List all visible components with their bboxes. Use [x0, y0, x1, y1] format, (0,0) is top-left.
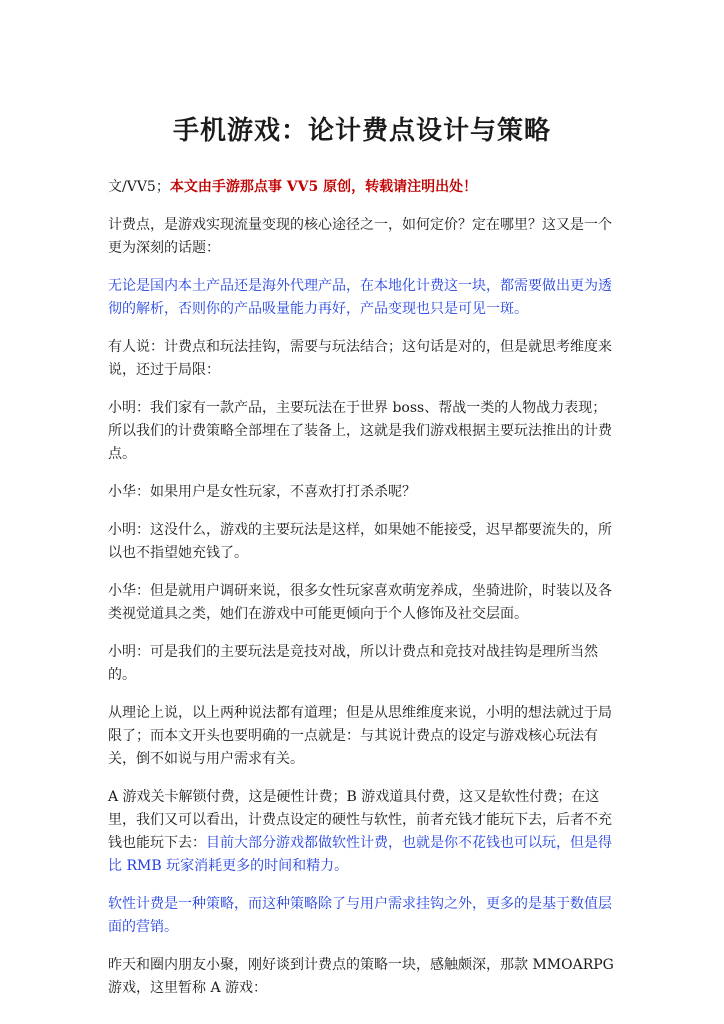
paragraph-9: 从理论上说，以上两种说法都有道理；但是从思维维度来说，小明的想法就过于局限了；而本文开头也要明确的一点就是：与其说计费点的设定与游戏核心玩法有关，倒不如说与用户需求有关。	[108, 705, 612, 767]
paragraph-2-highlight: 无论是国内本土产品还是海外代理产品，在本地化计费这一块，都需要做出更为透彻的解析，否则你的产品吸量能力再好，产品变现也只是可见一斑。	[108, 278, 612, 317]
paragraph-11-highlight: 软性计费是一种策略，而这种策略除了与用户需求挂钩之外，更多的是基于数值层面的营销。	[108, 896, 612, 935]
page-title: 手机游戏：论计费点设计与策略	[172, 116, 551, 146]
paragraph-5: 小华：如果用户是女性玩家，不喜欢打打杀杀呢？	[108, 484, 416, 500]
byline-author: 文/VV5；	[108, 179, 170, 195]
paragraph-10-highlight: 目前大部分游戏都做软性计费，也就是你不花钱也可以玩，但是得比 RMB 玩家消耗更多的时间和精力。	[108, 835, 612, 874]
paragraph-4: 小明：我们家有一款产品，主要玩法在于世界 boss、帮战一类的人物战力表现；所以我们的计费策略全部埋在了装备上，这就是我们游戏根据主要玩法推出的计费点。	[108, 400, 612, 462]
paragraph-6: 小明：这没什么，游戏的主要玩法是这样，如果她不能接受，迟早都要流失的，所以也不指望她充钱了。	[108, 522, 612, 561]
byline	[108, 176, 618, 199]
paragraph-10-text: A 游戏关卡解锁付费，这是硬性计费；B 游戏道具付费，这又是软性付费；在这里，我们又可以看出，计费点设定的硬性与软性，前者充钱才能玩下去，后者不充钱也能玩下去：	[108, 789, 612, 851]
paragraph-10	[108, 786, 618, 878]
article-body	[108, 176, 618, 1015]
copyright-notice: 本文由手游那点事 VV5 原创，转载请注明出处！	[169, 179, 478, 195]
paragraph-7: 小华：但是就用户调研来说，很多女性玩家喜欢萌宠养成，坐骑进阶，时装以及各类视觉道具之类，她们在游戏中可能更倾向于个人修饰及社交层面。	[108, 583, 612, 622]
paragraph-3: 有人说：计费点和玩法挂钩，需要与玩法结合；这句话是对的，但是就思考维度来说，还过于局限：	[108, 339, 612, 378]
paragraph-1: 计费点，是游戏实现流量变现的核心途径之一，如何定价？定在哪里？这又是一个更为深刻的话题：	[108, 217, 612, 256]
paragraph-12: 昨天和圈内朋友小聚，刚好谈到计费点的策略一块，感触颇深，那款 MMOARPG 游戏，这里暂称 A 游戏：	[108, 957, 614, 996]
paragraph-8: 小明：可是我们的主要玩法是竞技对战，所以计费点和竞技对战挂钩是理所当然的。	[108, 644, 598, 683]
